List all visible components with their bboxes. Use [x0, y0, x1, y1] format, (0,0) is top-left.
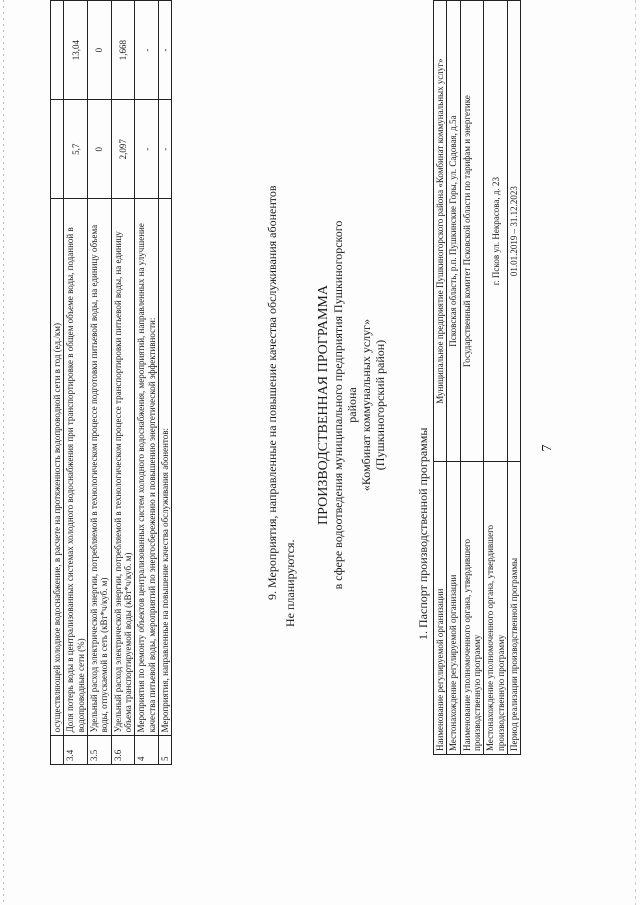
- value-cell: [51, 1, 64, 100]
- table-row: [460, 1, 484, 755]
- value-cell: -: [159, 100, 172, 199]
- passport-table: [433, 0, 521, 755]
- row-number: [51, 736, 64, 765]
- table-row: [88, 1, 112, 765]
- row-description: Мероприятия, направленные на повышение качества обслуживания абонентов:: [159, 199, 172, 736]
- row-number: 3.4: [64, 736, 88, 765]
- value-cell: 13,04: [64, 1, 88, 100]
- row-number: 4: [135, 736, 159, 765]
- row-number: 3.5: [88, 736, 112, 765]
- table-row: [447, 1, 460, 755]
- table-row: [64, 1, 88, 765]
- table-row: [508, 1, 521, 755]
- passport-value: Муниципальное предприятие Пушкиногорского района «Комбинат коммунальных услуг»: [434, 1, 447, 462]
- passport-label: Местонахождение уполномоченного органа, утвердившего производственную программу: [484, 462, 508, 755]
- table-row: [135, 1, 159, 765]
- passport-label: Наименование регулируемой организации: [434, 462, 447, 755]
- section-9-heading: 9. Мероприятия, направленные на повышение качества обслуживания абонентов: [265, 185, 279, 600]
- passport-label: Местонахождение регулируемой организации: [447, 462, 460, 755]
- section-1-heading: 1. Паспорт производственной программы: [416, 427, 430, 640]
- row-description: Удельный расход электрической энергии, потребляемой в технологическом процессе транспортировки питьевой воды, на единицу объема транспортируемой воды (кВт*ч/куб. м): [111, 199, 135, 736]
- row-number: 5: [159, 736, 172, 765]
- table-row: [434, 1, 447, 755]
- table-row: [111, 1, 135, 765]
- row-description: Мероприятия по ремонту объектов централизованных систем холодного водоснабжения, мероприятий, направленных на улучшение качества питьевой воды, мероприятий по энергосбережению и повышению энергетической эффективности:: [135, 199, 159, 736]
- value-cell: -: [135, 1, 159, 100]
- page-number: 7: [540, 444, 555, 452]
- program-title-block: [317, 205, 387, 605]
- value-cell: 0: [88, 1, 112, 100]
- table-row: [484, 1, 508, 755]
- passport-value: 01.01.2019 – 31.12.2023: [508, 1, 521, 462]
- value-cell: -: [159, 1, 172, 100]
- passport-label: Период реализации производственной программы: [508, 462, 521, 755]
- value-cell: [51, 100, 64, 199]
- row-description: Удельный расход электрической энергии, потребляемой в технологическом процессе подготовки питьевой воды, на единицу объема воды, отпускаемой в сеть (кВт*ч/куб. м): [88, 199, 112, 736]
- value-cell: 1,668: [111, 1, 135, 100]
- row-number: 3.6: [111, 736, 135, 765]
- row-description: Доля потерь воды в централизованных системах холодного водоснабжения при транспортировке в общем объеме воды, поданной в водопроводные сети (%): [64, 199, 88, 736]
- table-row: [51, 1, 64, 765]
- section-9-note: Не планируются.: [283, 539, 297, 627]
- metrics-table: [50, 0, 172, 765]
- table-row: [159, 1, 172, 765]
- passport-value: г. Псков ул. Некрасова, д. 23: [484, 1, 508, 462]
- passport-value: Государственный комитет Псковской области по тарифам и энергетике: [460, 1, 484, 462]
- row-description: осуществляющей холодное водоснабжение, в расчете на протяженность водопроводной сети в год (ед./км): [51, 199, 64, 736]
- value-cell: 2,097: [111, 100, 135, 199]
- program-org-name: «Комбинат коммунальных услуг»: [359, 318, 373, 492]
- program-title: ПРОИЗВОДСТВЕННАЯ ПРОГРАММА: [316, 285, 331, 525]
- value-cell: -: [135, 100, 159, 199]
- program-district: (Пушкиногорский район): [373, 339, 387, 471]
- value-cell: 0: [88, 100, 112, 199]
- program-subtitle: в сфере водоотведения муниципального предприятия Пушкиногорского района: [331, 220, 359, 590]
- passport-label: Наименование уполномоченного органа, утвердившего производственную программу: [460, 462, 484, 755]
- value-cell: 5,7: [64, 100, 88, 199]
- passport-value: Псковская область, р.п. Пушкинские Горы, ул. Садовая, д.5а: [447, 1, 460, 462]
